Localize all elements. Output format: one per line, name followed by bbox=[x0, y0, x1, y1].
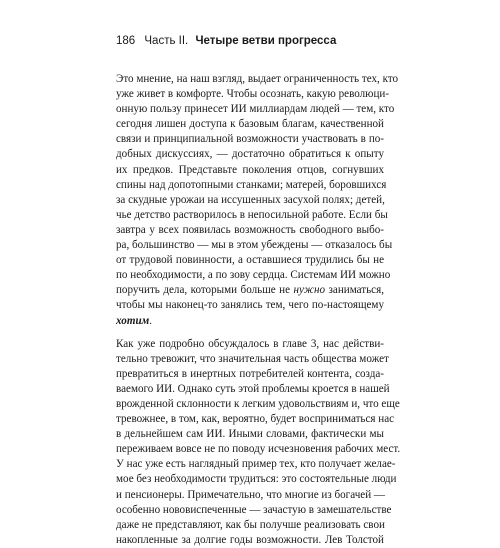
text-line: сегодня лишен доступа к базовым благам, качественной bbox=[116, 118, 384, 131]
text-line: онную пользу принесет ИИ миллиардам людей — тем, кто bbox=[116, 103, 395, 116]
part-label: Часть II. bbox=[144, 35, 189, 47]
text-line: накопленные за долгие годы возможности. Лев Толстой bbox=[116, 533, 384, 546]
part-title: Четыре ветви прогресса bbox=[195, 35, 337, 47]
paragraph-1 bbox=[116, 72, 399, 329]
paragraph-gap bbox=[116, 329, 384, 337]
text-line: от трудовой повинности, а оставшиеся трудились бы не bbox=[116, 254, 384, 267]
text-line: связи и принципиальной возможности участвовать в по- bbox=[116, 133, 384, 146]
page-number: 186 bbox=[116, 35, 136, 47]
body-text bbox=[116, 72, 401, 548]
text-line: их предков. Представьте поколения отцов, согнувших bbox=[116, 163, 384, 176]
text-line: хотим. bbox=[116, 314, 152, 327]
text-line: У нас уже есть наглядный пример тех, кто получает желае- bbox=[116, 458, 396, 471]
text-line: превратиться в инертных потребителей контента, созда- bbox=[116, 367, 384, 380]
text-line: переживаем вовсе не по поводу исчезновения рабочих мест. bbox=[116, 443, 401, 456]
text-line: чтобы мы наконец-то занялись тем, чего по-настоящему bbox=[116, 299, 384, 312]
paragraph-2 bbox=[116, 337, 401, 548]
text-line: Это мнение, на наш взгляд, выдает ограниченность тех, кто bbox=[116, 73, 399, 85]
text-line: ваемого ИИ. Однако суть этой проблемы кроется в нашей bbox=[116, 382, 390, 395]
text-line: завтра у всех появилась возможность свободного выбо- bbox=[116, 223, 384, 236]
text-line: уже живет в комфорте. Чтобы осознать, какую революци- bbox=[116, 88, 390, 101]
text-line: добных дискуссиях, — достаточно обратиться к опыту bbox=[116, 148, 384, 161]
text-line: мое без необходимости трудиться: это состоятельные люди bbox=[116, 473, 397, 486]
text-line: тревожнее, в том, как, вероятно, будет восприниматься нас bbox=[116, 413, 395, 426]
text-line: и пенсионеры. Примечательно, что многие из богачей — bbox=[116, 488, 386, 501]
text-line: даже не представляют, как бы получше реализовать свои bbox=[116, 518, 385, 531]
text-line: в дельнейшем сам ИИ. Иными словами, фактически мы bbox=[116, 428, 384, 441]
emphasis-word: нужно bbox=[293, 284, 326, 297]
text-line: по необходимости, а по зову сердца. Системам ИИ можно bbox=[116, 269, 391, 282]
text-line: чье детство растворилось в непосильной работе. Если бы bbox=[116, 208, 388, 221]
text-line: особенно нововиспеченные — зачастую в замешательстве bbox=[116, 503, 392, 516]
text-line: спины над допотопными станками; матерей, боровшихся bbox=[116, 178, 387, 191]
text-line: ра, большинство — мы в этом убеждены — отказалось бы bbox=[116, 239, 393, 252]
text-line: тельно тревожит, что значительная часть общества может bbox=[116, 352, 389, 365]
text-line: врожденной склонности к легким удовольствиям и, что еще bbox=[116, 397, 400, 410]
running-header bbox=[116, 34, 336, 48]
emphasis-word: хотим bbox=[116, 314, 150, 327]
text-line: Как уже подробно обсуждалось в главе 3, нас действи- bbox=[116, 337, 384, 350]
text-line: поручить дела, которыми больше не нужно заниматься, bbox=[116, 284, 384, 297]
text-line: за скудные урожаи на иссушенных засухой полях; детей, bbox=[116, 193, 385, 206]
